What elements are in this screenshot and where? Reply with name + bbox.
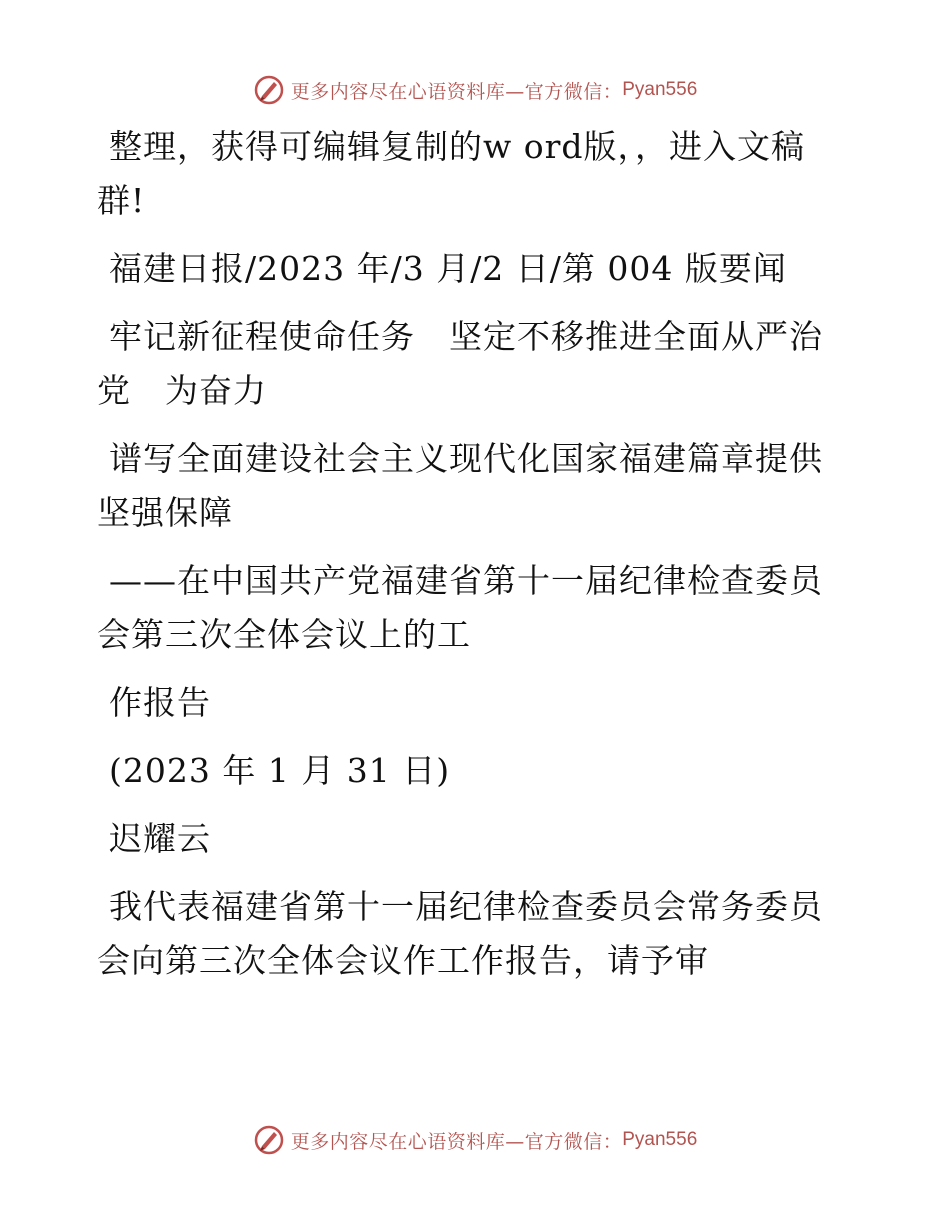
- pen-logo-icon: [253, 74, 285, 106]
- header-banner-text: 更多内容尽在心语资料库—官方微信：: [290, 80, 623, 103]
- paragraph: ——在中国共产党福建省第十一届纪律检查委员会第三次全体会议上的工: [97, 561, 823, 654]
- paragraph: 作报告: [109, 683, 211, 722]
- paragraph: 迟耀云: [109, 819, 211, 858]
- header-watermark-banner: [0, 70, 950, 110]
- header-banner-id: Pyan556: [622, 79, 698, 100]
- paragraph: (2023 年 1 月 31 日): [109, 751, 451, 790]
- paragraph: 谱写全面建设社会主义现代化国家福建篇章提供坚强保障: [97, 439, 823, 532]
- paragraph: 整理，获得可编辑复制的w ord版，，进入文稿群!: [97, 127, 806, 220]
- document-body: [97, 120, 827, 1002]
- footer-banner-text: 更多内容尽在心语资料库—官方微信：: [290, 1130, 623, 1153]
- paragraph: 牢记新征程使命任务 坚定不移推进全面从严治党 为奋力: [97, 317, 823, 410]
- footer-watermark-banner: [0, 1120, 950, 1160]
- paragraph: 我代表福建省第十一届纪律检查委员会常务委员会向第三次全体会议作工作报告，请予审: [97, 887, 823, 980]
- paragraph: 福建日报/2023 年/3 月/2 日/第 004 版要闻: [109, 249, 787, 288]
- footer-banner-id: Pyan556: [622, 1129, 698, 1150]
- pen-logo-icon: [253, 1124, 285, 1156]
